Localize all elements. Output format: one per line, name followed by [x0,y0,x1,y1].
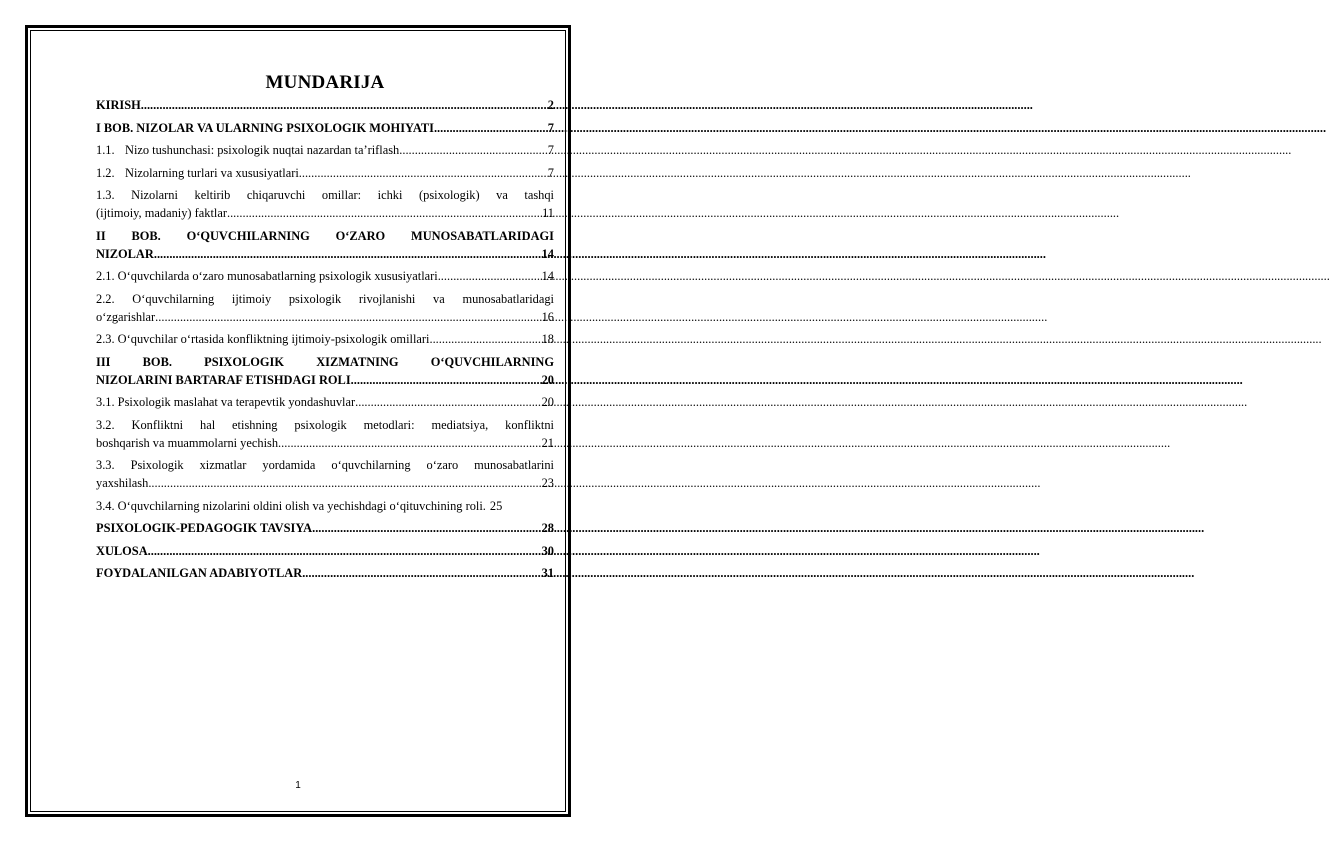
toc-page: 14 [541,269,554,283]
toc-page: 20 [541,372,554,387]
toc-entry-recommendation[interactable]: PSIXOLOGIK-PEDAGOGIK TAVSIYA ..... 28 [96,519,554,537]
toc-content [96,70,554,587]
toc-page: 7 [547,120,554,135]
leader-dots [438,267,541,285]
toc-entry-chapter-3[interactable]: III BOB. PSIXOLOGIK XIZMATNING O‘QUVCHILARNING NIZOLARINI BARTARAF ETISHDAGI ROLI ..... 20 [96,353,554,389]
toc-page: 18 [541,332,554,346]
section-number: 1.1. [96,143,115,157]
toc-entry-3-1[interactable]: 3.1. Psixologik maslahat va terapevtik yondashuvlar ..... 20 [96,393,554,411]
toc-page: 31 [541,566,554,580]
page-title: MUNDARIJA [265,72,385,93]
toc-page: 23 [541,476,554,490]
leader-dots [429,330,540,348]
toc-page: 7 [547,165,554,180]
leader-dots [155,308,540,326]
toc-page: 20 [541,395,554,409]
leader-dots [355,393,540,411]
leader-dots [278,434,541,452]
leader-dots [299,164,547,182]
leader-dots [351,371,541,389]
toc-entry-references[interactable]: FOYDALANILGAN ADABIYOTLAR ..... 31 [96,564,554,582]
toc-entry-2-2[interactable]: 2.2. O‘quvchilarning ijtimoiy psixologik rivojlanishi va munosabatlaridagi o‘zgarishlar ..... 16 [96,290,554,326]
toc-entry-3-4[interactable]: 3.4. O‘quvchilarning nizolarini oldini olish va yechishdagi o‘qituvchining roli. 25 [96,498,503,513]
toc-entry-1-2[interactable]: 1.2. Nizolarning turlari va xususiyatlari ..... 7 [96,164,554,182]
toc-page: 21 [541,435,554,450]
section-number: 1.2. [96,165,115,180]
table-of-contents [96,96,554,582]
toc-entry-chapter-1[interactable]: I BOB. NIZOLAR VA ULARNING PSIXOLOGIK MOHIYATI ..... 7 [96,119,554,137]
leader-dots [141,96,547,114]
leader-dots [148,542,541,560]
leader-dots [148,474,540,492]
leader-dots [227,204,541,222]
toc-entry-conclusion[interactable]: XULOSA ..... 30 [96,542,554,560]
page-number: 1 [295,780,301,791]
toc-page: 11 [542,206,554,220]
toc-page: 25 [489,498,503,513]
toc-entry-1-3[interactable]: 1.3. Nizolarni keltirib chiqaruvchi omillar: ichki (psixologik) va tashqi (ijtimoiy, madaniy) faktlar ..... 11 [96,186,554,222]
toc-entry-2-1[interactable]: 2.1. O‘quvchilarda o‘zaro munosabatlarning psixologik xususiyatlari ..... 14 [96,267,554,285]
toc-entry-1-1[interactable]: 1.1. Nizo tushunchasi: psixologik nuqtai nazardan ta’riflash ..... 7 [96,141,554,159]
toc-page: 30 [541,543,554,558]
toc-entry-2-3[interactable]: 2.3. O‘quvchilar o‘rtasida konfliktning ijtimoiy-psixologik omillari ..... 18 [96,330,554,348]
leader-dots [312,519,541,537]
toc-entry-kirish[interactable]: KIRISH ..... 2 [96,96,554,114]
leader-dots [399,141,547,159]
toc-page: 16 [541,309,554,324]
toc-page: 2 [547,98,554,112]
toc-page: 28 [541,521,554,535]
leader-dots [302,564,540,582]
toc-entry-chapter-2[interactable]: II BOB. O‘QUVCHILARNING O‘ZARO MUNOSABATLARIDAGI NIZOLAR ..... 14 [96,227,554,263]
toc-entry-3-2[interactable]: 3.2. Konfliktni hal etishning psixologik metodlari: mediatsiya, konfliktni boshqarish va muammolarni yechish ..... 21 [96,416,554,452]
leader-dots [154,245,541,263]
toc-page: 7 [547,143,554,157]
toc-page: 14 [541,246,554,261]
toc-entry-3-3[interactable]: 3.3. Psixologik xizmatlar yordamida o‘quvchilarning o‘zaro munosabatlarini yaxshilash ..... 23 [96,456,554,492]
leader-dots [434,119,547,137]
